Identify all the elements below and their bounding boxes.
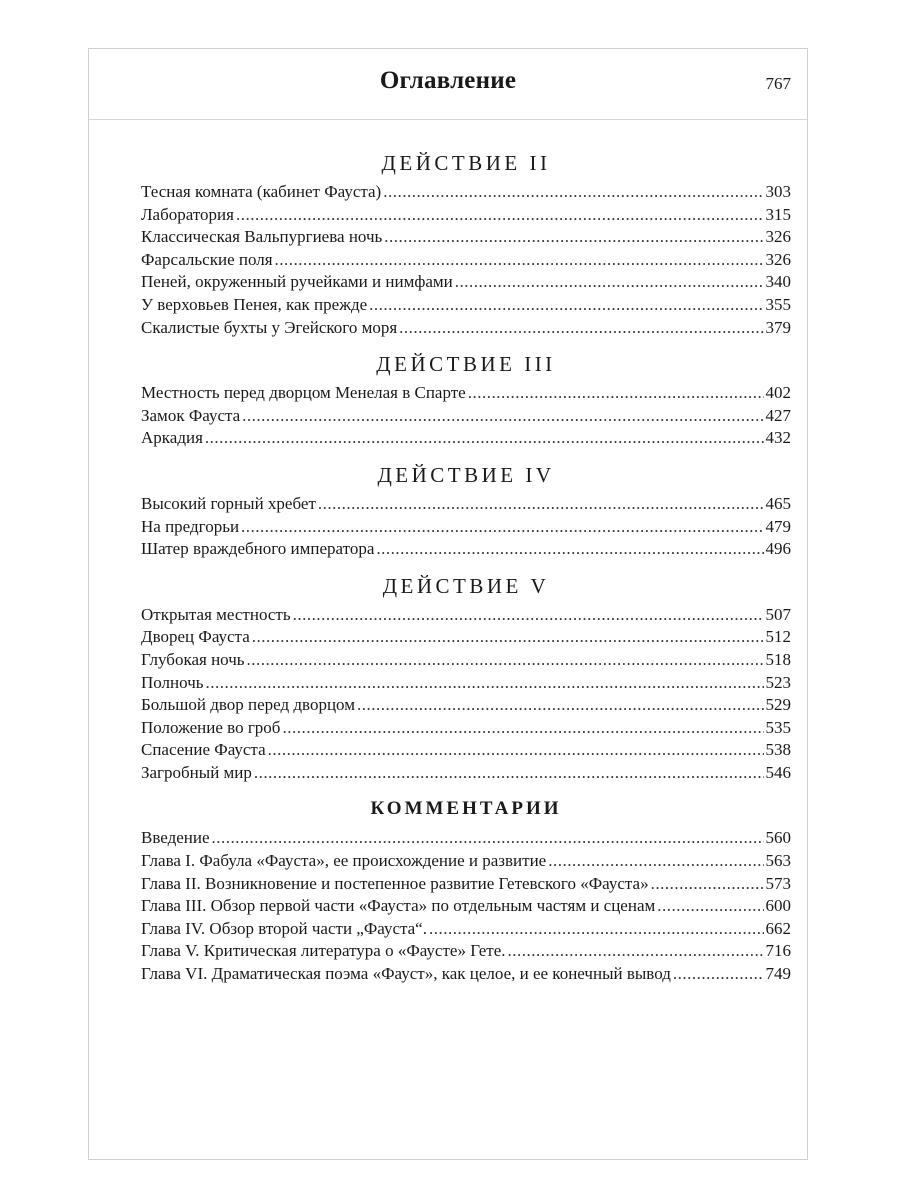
toc-entry-label: Замок Фауста (141, 405, 241, 425)
dot-leader (357, 694, 764, 717)
toc-entry (141, 538, 791, 561)
toc-entry-page: 529 (765, 695, 791, 715)
dot-leader (673, 963, 764, 986)
toc-entry-page: 749 (765, 964, 791, 984)
toc-entry-page: 535 (765, 717, 791, 737)
table-of-contents (141, 149, 791, 986)
section-title: ДЕЙСТВИЕ IV (377, 462, 555, 487)
toc-entry (141, 493, 791, 516)
dot-leader (247, 649, 764, 672)
section-title: ДЕЙСТВИЕ II (381, 151, 551, 175)
toc-entry (141, 226, 791, 249)
toc-entry-label: Дворец Фауста (141, 627, 250, 647)
toc-entry-page: 600 (765, 896, 791, 916)
toc-entry-label: Пеней, окруженный ручейками и нимфами (141, 272, 453, 292)
toc-entry-label: Глава IV. Обзор второй части „Фауста“. (141, 918, 427, 938)
toc-entry (141, 382, 791, 405)
toc-entry-page: 326 (765, 249, 791, 269)
toc-entry-label: Местность перед дворцом Менелая в Спарте (141, 383, 466, 403)
dot-leader (508, 940, 764, 963)
toc-entry-page: 479 (765, 516, 791, 536)
toc-entry (141, 918, 791, 941)
toc-entry (141, 672, 791, 695)
toc-entry-page: 427 (765, 405, 791, 425)
toc-entry-page: 507 (765, 604, 791, 624)
dot-leader (318, 493, 764, 516)
section-title: ДЕЙСТВИЕ III (376, 352, 556, 377)
toc-entry-label: Введение (141, 828, 210, 848)
toc-entry (141, 427, 791, 450)
toc-entry-label: Большой двор перед дворцом (141, 695, 355, 715)
toc-entry-label: Загробный мир (141, 762, 252, 782)
dot-leader (242, 405, 763, 428)
toc-entry (141, 271, 791, 294)
toc-entry (141, 762, 791, 785)
dot-leader (254, 762, 764, 785)
toc-entry-page: 465 (765, 493, 791, 513)
page-title: Оглавление (379, 67, 517, 94)
dot-leader (468, 382, 764, 405)
dot-leader (275, 249, 764, 272)
toc-entry-label: Глава V. Критическая литература о «Фаусте» Гете. (141, 941, 506, 961)
toc-entry-page: 402 (765, 383, 791, 403)
toc-entry-page: 355 (765, 294, 791, 314)
toc-entry (141, 604, 791, 627)
dot-leader (268, 739, 764, 762)
toc-entry-label: Скалистые бухты у Эгейского моря (141, 317, 398, 337)
toc-entry-page: 496 (765, 539, 791, 559)
toc-entry-label: Шатер враждебного императора (141, 539, 375, 559)
dot-leader (212, 827, 764, 850)
toc-entry-label: Глава III. Обзор первой части «Фауста» по отдельным частям и сценам (141, 896, 656, 916)
toc-entry-page: 379 (765, 317, 791, 337)
toc-entry-page: 546 (765, 762, 791, 782)
dot-leader (383, 181, 763, 204)
toc-entry (141, 739, 791, 762)
toc-entry (141, 626, 791, 649)
dot-leader (455, 271, 764, 294)
toc-entry (141, 249, 791, 272)
toc-entry-page: 716 (765, 941, 791, 961)
dot-leader (369, 294, 763, 317)
toc-entry-label: Положение во гроб (141, 717, 281, 737)
dot-leader (548, 850, 763, 873)
toc-entry-page: 340 (765, 272, 791, 292)
toc-entry (141, 873, 791, 896)
dot-leader (657, 895, 763, 918)
toc-entry-label: Полночь (141, 672, 204, 692)
section-title: КОММЕНТАРИИ (370, 798, 562, 820)
toc-entry (141, 827, 791, 850)
toc-entry-label: Спасение Фауста (141, 740, 266, 760)
toc-entry-page: 538 (765, 740, 791, 760)
toc-entry (141, 940, 791, 963)
toc-entry-label: На предгорьи (141, 516, 240, 536)
toc-entry-label: Глава VI. Драматическая поэма «Фауст», как целое, и ее конечный вывод (141, 964, 671, 984)
section-title: ДЕЙСТВИЕ V (382, 573, 550, 598)
toc-entry-page: 303 (765, 182, 791, 201)
toc-entry-label: Лаборатория (141, 204, 234, 224)
dot-leader (206, 672, 764, 695)
toc-entry (141, 850, 791, 873)
toc-entry-page: 432 (765, 428, 791, 448)
dot-leader (236, 204, 764, 227)
dot-leader (252, 626, 764, 649)
toc-entry-page: 523 (765, 672, 791, 692)
page-header (89, 49, 807, 120)
dot-leader (429, 918, 764, 941)
toc-entry-label: Глава II. Возникновение и постепенное развитие Гетевского «Фауста» (141, 873, 649, 893)
dot-leader (399, 317, 763, 340)
toc-entry (141, 516, 791, 539)
toc-entry (141, 405, 791, 428)
toc-entry-page: 315 (765, 204, 791, 224)
dot-leader (376, 538, 763, 561)
toc-entry-page: 518 (765, 649, 791, 669)
dot-leader (293, 604, 764, 627)
book-page (88, 48, 808, 1160)
toc-entry-label: Глубокая ночь (141, 649, 245, 669)
toc-entry-label: Тесная комната (кабинет Фауста) (141, 182, 382, 201)
dot-leader (241, 516, 763, 539)
toc-entry (141, 895, 791, 918)
toc-entry-label: Фарсальские поля (141, 249, 273, 269)
toc-entry (141, 317, 791, 340)
toc-entry (141, 181, 791, 204)
toc-entry (141, 294, 791, 317)
toc-entry-page: 563 (765, 851, 791, 871)
toc-entry (141, 204, 791, 227)
toc-entry-label: Глава I. Фабула «Фауста», ее происхождение и развитие (141, 851, 547, 871)
dot-leader (282, 717, 763, 740)
toc-entry (141, 649, 791, 672)
toc-entry-page: 512 (765, 627, 791, 647)
toc-entry-label: Высокий горный хребет (141, 493, 316, 513)
toc-entry-page: 560 (765, 828, 791, 848)
toc-entry-page: 662 (765, 918, 791, 938)
toc-entry-label: Открытая местность (141, 604, 291, 624)
dot-leader (651, 873, 764, 896)
toc-entry-page: 573 (765, 873, 791, 893)
toc-entry-page: 326 (765, 227, 791, 247)
toc-entry-label: Классическая Вальпургиева ночь (141, 227, 383, 247)
page-number: 767 (765, 74, 791, 93)
dot-leader (205, 427, 764, 450)
toc-entry-label: У верховьев Пенея, как прежде (141, 294, 368, 314)
toc-entry (141, 963, 791, 986)
toc-entry-label: Аркадия (141, 428, 203, 448)
toc-entry (141, 694, 791, 717)
toc-entry (141, 717, 791, 740)
dot-leader (384, 226, 763, 249)
